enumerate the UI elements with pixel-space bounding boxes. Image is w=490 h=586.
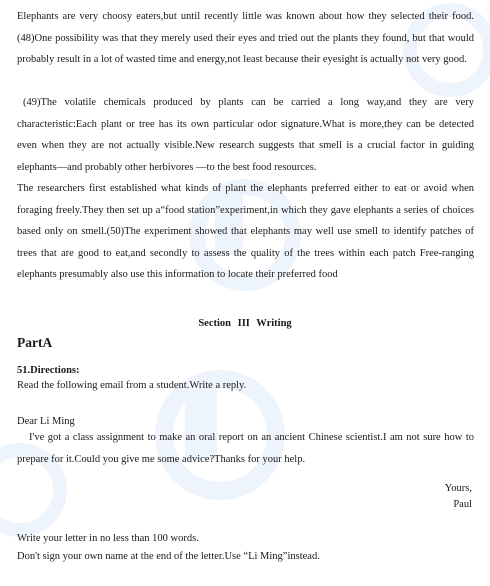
question-instruction: Read the following email from a student.Write a reply. [17,380,247,391]
reading-paragraph-3: The researchers first established what kinds of plant the elephants preferred either to eat or avoid when foraging freely.They then set up a“food station”experiment,in which they gave elephants a series of choices based only on smell.(50)The experiment showed that elephants may well use smell to identify patches of trees that are good to eat,and secondly to assess the quality of the trees within each patch Free-ranging elephants presumably also use this information to locate their preferred food [17,183,474,280]
requirement-line-1: Write your letter in no less than 100 words. [17,533,199,544]
part-title: PartA [17,335,53,350]
email-body: I've got a class assignment to make an oral report on an ancient Chinese scientist.I am not sure how to prepare for it.Could you give me some advice?Thanks for your help. [17,432,474,465]
section-title: Section III Writing [198,318,292,329]
reading-paragraph-2: (49)The volatile chemicals produced by plants can be carried a long way,and they are very characteristic:Each plant or tree has its own particular odor signature.What is more,they can be detected even when they are not actually visible.New research suggests that smell is a crucial factor in guiding elephants—and probably other herbivores —to the best food resources. [17,97,474,173]
question-number: 51.Directions: [17,365,80,376]
email-closing: Yours, [444,483,472,494]
email-signature: Paul [453,499,472,510]
email-greeting: Dear Li Ming [17,416,75,427]
reading-paragraph-1: Elephants are very choosy eaters,but until recently little was known about how they selected their food.(48)One possibility was that they merely used their eyes and tried out the plants they found, but that would probably result in a lot of wasted time and energy,not least because their eyesight is actually not very good. [17,11,474,65]
requirement-line-2: Don't sign your own name at the end of the letter.Use “Li Ming”instead. [17,551,320,562]
